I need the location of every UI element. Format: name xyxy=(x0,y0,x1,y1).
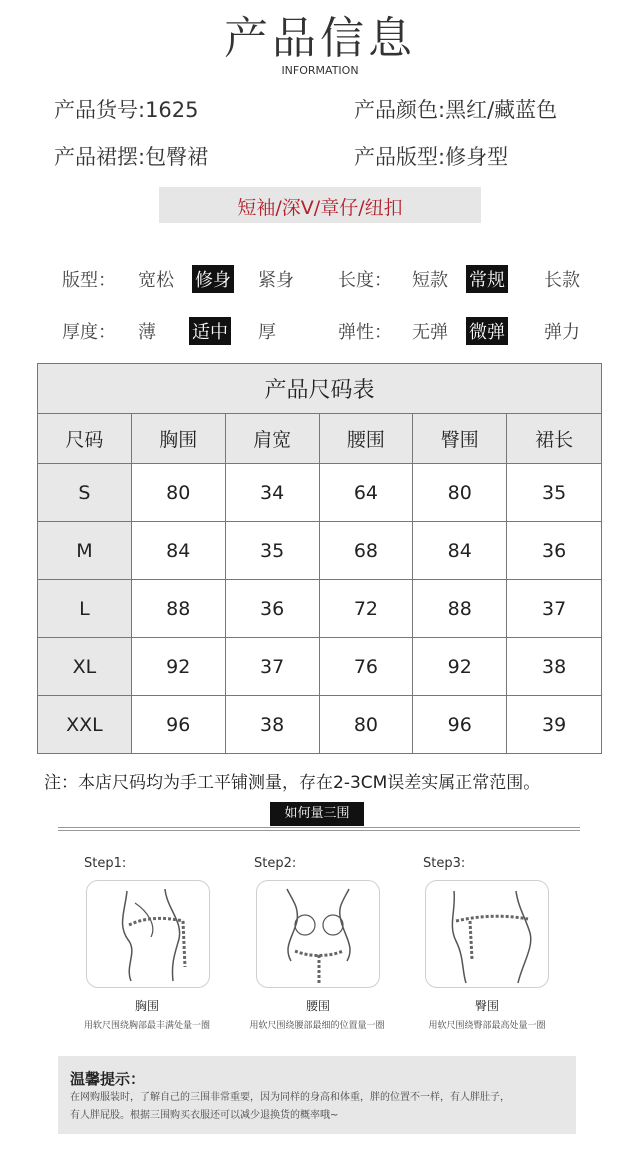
header-cell: 臀围 xyxy=(413,414,507,464)
value-cell: 37 xyxy=(507,580,602,638)
attr-fit-slim-selected: 修身 xyxy=(192,265,234,293)
step1-label: Step1: xyxy=(84,856,127,871)
attr-length-long: 长款 xyxy=(544,270,580,291)
waist-caption: 腰围 xyxy=(305,999,330,1013)
how-to-measure-title: 如何量三围 xyxy=(270,802,364,826)
value-cell: 36 xyxy=(225,580,319,638)
value-cell: 64 xyxy=(319,464,413,522)
value-cell: 92 xyxy=(413,638,507,696)
hip-figure xyxy=(425,880,549,988)
value-cell: 39 xyxy=(507,696,602,754)
attr-elasticity-stretch: 弹力 xyxy=(544,322,580,343)
hip-description: 用软尺围绕臀部最高处量一圈 xyxy=(428,1021,546,1031)
divider-line xyxy=(58,830,580,831)
attr-elasticity-slight-selected: 微弹 xyxy=(466,317,508,345)
size-cell: S xyxy=(38,464,132,522)
attr-elasticity-none: 无弹 xyxy=(412,322,448,343)
page-subtitle: INFORMATION xyxy=(281,64,359,77)
attr-length-short: 短款 xyxy=(412,270,448,291)
size-cell: XXL xyxy=(38,696,132,754)
header-cell: 尺码 xyxy=(38,414,132,464)
table-row xyxy=(38,522,602,580)
header-cell: 腰围 xyxy=(319,414,413,464)
attr-thickness-thin: 薄 xyxy=(138,322,156,343)
size-cell: L xyxy=(38,580,132,638)
size-table-caption: 产品尺码表 xyxy=(38,364,602,414)
size-table xyxy=(37,363,602,754)
size-cell: XL xyxy=(38,638,132,696)
tips-line-2: 有人胖屁股。根据三围购买衣服还可以减少退换货的概率哦~ xyxy=(70,1110,339,1121)
size-cell: M xyxy=(38,522,132,580)
value-cell: 88 xyxy=(131,580,225,638)
bust-figure xyxy=(86,880,210,988)
value-cell: 92 xyxy=(131,638,225,696)
value-cell: 84 xyxy=(131,522,225,580)
hip-measure-illustration-icon xyxy=(426,881,548,987)
divider-line xyxy=(58,827,580,828)
tips-title: 温馨提示： xyxy=(70,1070,146,1088)
value-cell: 38 xyxy=(507,638,602,696)
attr-fit-tight: 紧身 xyxy=(258,270,294,291)
attr-label-thickness: 厚度： xyxy=(62,322,116,343)
value-cell: 80 xyxy=(413,464,507,522)
value-cell: 38 xyxy=(225,696,319,754)
value-cell: 80 xyxy=(319,696,413,754)
bust-measure-illustration-icon xyxy=(87,881,209,987)
value-cell: 96 xyxy=(131,696,225,754)
product-color: 产品颜色:黑红/藏蓝色 xyxy=(354,98,558,122)
attr-fit-loose: 宽松 xyxy=(138,270,174,291)
value-cell: 34 xyxy=(225,464,319,522)
product-hem: 产品裙摆:包臀裙 xyxy=(54,145,209,169)
hip-caption: 臀围 xyxy=(474,999,499,1013)
attr-label-elasticity: 弹性： xyxy=(338,322,392,343)
size-table-header xyxy=(38,414,602,464)
table-row xyxy=(38,580,602,638)
tips-line-1: 在网购服装时，了解自己的三围非常重要，因为同样的身高和体重，胖的位置不一样，有人胖肚子， xyxy=(70,1092,510,1103)
attr-label-fit: 版型： xyxy=(62,270,116,291)
value-cell: 84 xyxy=(413,522,507,580)
value-cell: 68 xyxy=(319,522,413,580)
value-cell: 37 xyxy=(225,638,319,696)
measurement-note: 注：本店尺码均为手工平铺测量，存在2-3CM误差实属正常范围。 xyxy=(44,773,541,793)
value-cell: 35 xyxy=(225,522,319,580)
step2-label: Step2: xyxy=(254,856,297,871)
table-row xyxy=(38,638,602,696)
product-fit: 产品版型:修身型 xyxy=(354,145,509,169)
page-title: 产品信息 xyxy=(224,13,416,64)
table-row xyxy=(38,464,602,522)
item-number: 产品货号:1625 xyxy=(54,98,199,122)
value-cell: 36 xyxy=(507,522,602,580)
attr-thickness-medium-selected: 适中 xyxy=(189,317,231,345)
bust-caption: 胸围 xyxy=(134,999,159,1013)
waist-measure-illustration-icon xyxy=(257,881,379,987)
attr-label-length: 长度： xyxy=(338,270,392,291)
tips-text xyxy=(70,1089,570,1125)
bust-description: 用软尺围绕胸部最丰满处量一圈 xyxy=(83,1021,210,1031)
waist-description: 用软尺围绕腰部最细的位置量一圈 xyxy=(249,1021,385,1031)
value-cell: 88 xyxy=(413,580,507,638)
header-cell: 胸围 xyxy=(131,414,225,464)
header-cell: 裙长 xyxy=(507,414,602,464)
value-cell: 76 xyxy=(319,638,413,696)
value-cell: 35 xyxy=(507,464,602,522)
header-cell: 肩宽 xyxy=(225,414,319,464)
attr-thickness-thick: 厚 xyxy=(258,322,276,343)
waist-figure xyxy=(256,880,380,988)
value-cell: 80 xyxy=(131,464,225,522)
table-row xyxy=(38,696,602,754)
value-cell: 72 xyxy=(319,580,413,638)
feature-tags: 短袖/深V/章仔/纽扣 xyxy=(237,197,403,219)
step3-label: Step3: xyxy=(423,856,466,871)
attr-length-regular-selected: 常规 xyxy=(466,265,508,293)
value-cell: 96 xyxy=(413,696,507,754)
